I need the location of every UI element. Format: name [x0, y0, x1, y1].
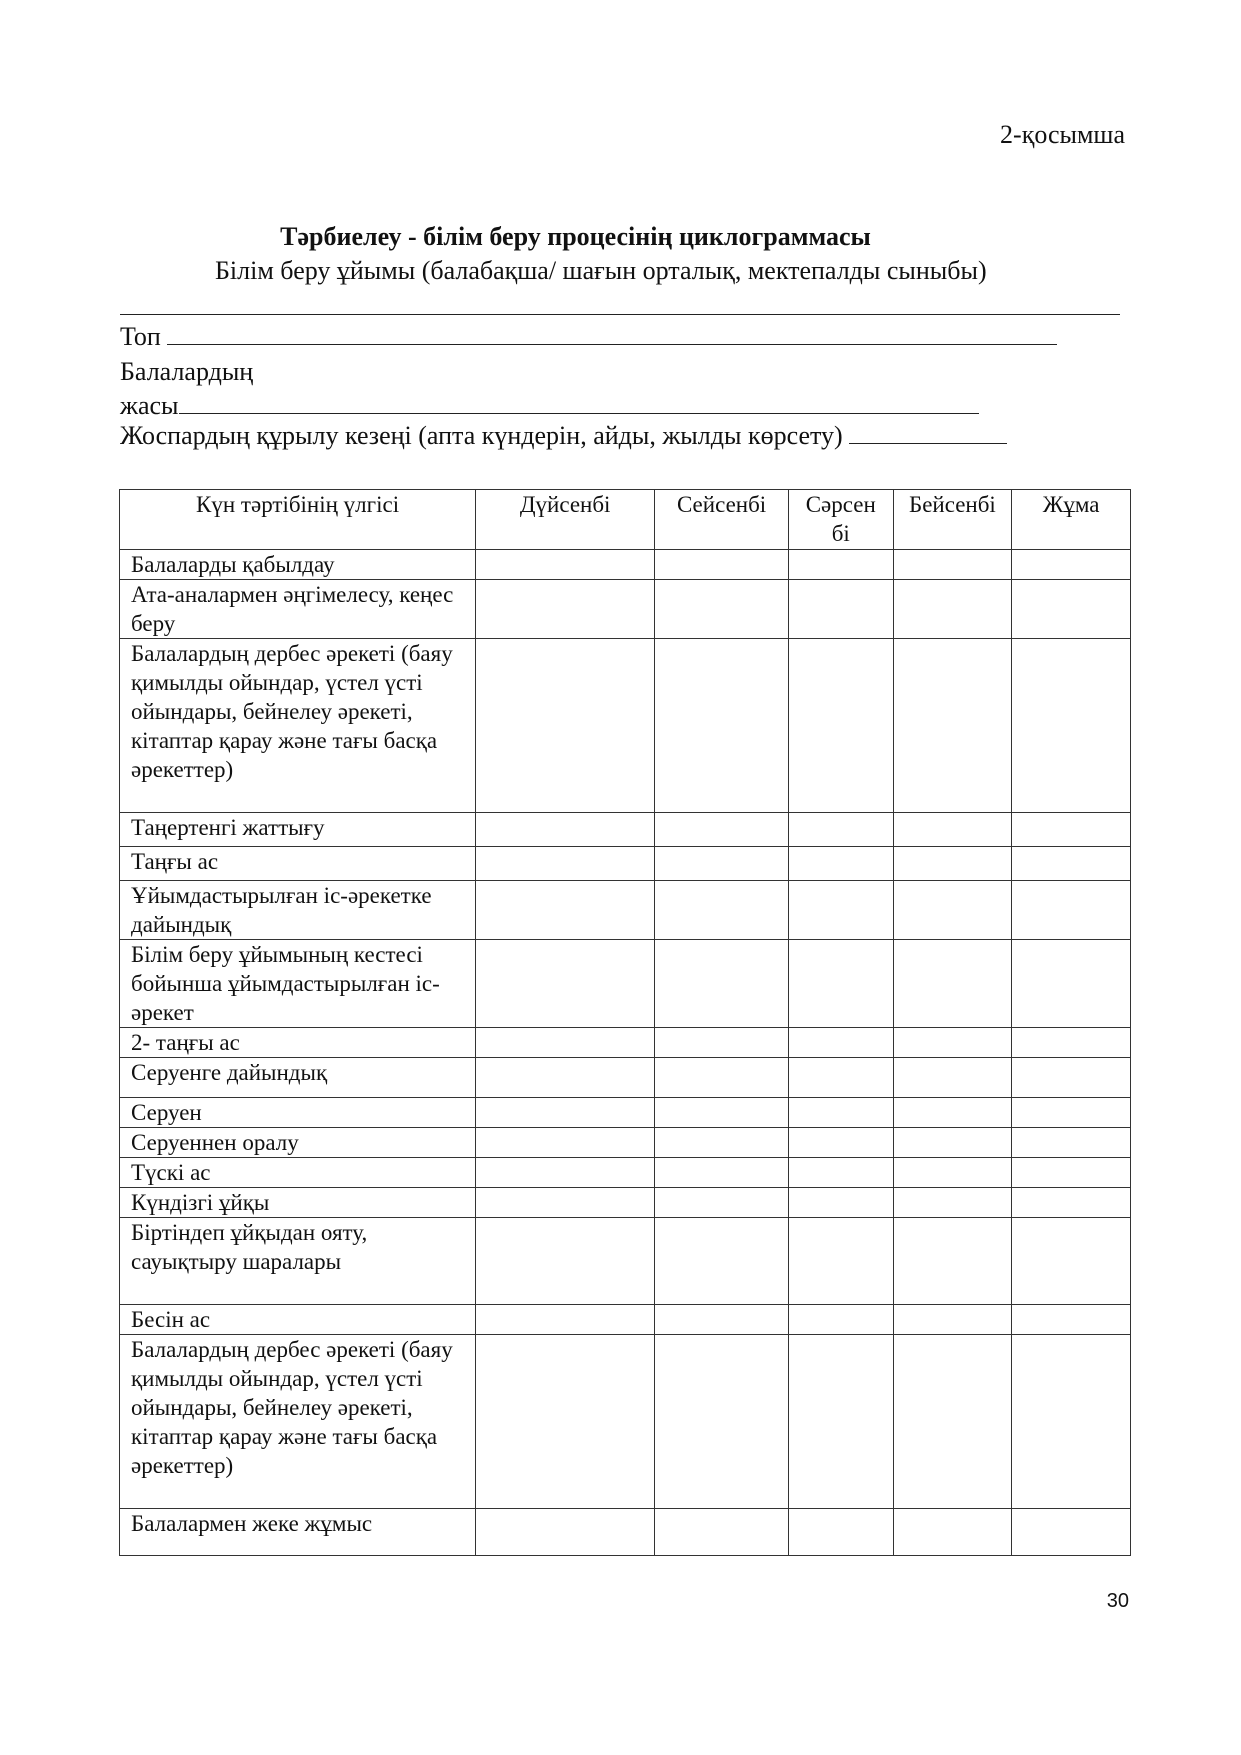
table-row: [120, 1128, 1131, 1158]
plan-cell-thursday[interactable]: [893, 580, 1012, 639]
plan-cell-friday[interactable]: [1012, 639, 1131, 813]
table-row: [120, 847, 1131, 881]
plan-cell-thursday[interactable]: [893, 813, 1012, 847]
plan-cell-friday[interactable]: [1012, 1158, 1131, 1188]
plan-cell-thursday[interactable]: [893, 940, 1012, 1028]
plan-cell-friday[interactable]: [1012, 1305, 1131, 1335]
group-label: Топ: [120, 322, 161, 351]
plan-cell-wednesday[interactable]: [788, 1028, 893, 1058]
plan-cell-wednesday[interactable]: [788, 639, 893, 813]
table-header-row: [120, 490, 1131, 550]
plan-cell-thursday[interactable]: [893, 1188, 1012, 1218]
plan-cell-friday[interactable]: [1012, 881, 1131, 940]
activity-cell: Түскі ас: [120, 1158, 476, 1188]
table-row: [120, 1305, 1131, 1335]
plan-cell-tuesday[interactable]: [655, 1188, 789, 1218]
table-row: [120, 1058, 1131, 1098]
activity-cell: Серуен: [120, 1098, 476, 1128]
plan-cell-wednesday[interactable]: [788, 1188, 893, 1218]
annex-label: 2-қосымша: [1000, 120, 1125, 149]
activity-cell: Таңертенгі жаттығу: [120, 813, 476, 847]
plan-cell-monday[interactable]: [476, 1058, 655, 1098]
table-row: [120, 639, 1131, 813]
document-title: [0, 222, 1241, 252]
table-row: [120, 1098, 1131, 1128]
plan-cell-wednesday[interactable]: [788, 1305, 893, 1335]
plan-cell-wednesday[interactable]: [788, 550, 893, 580]
plan-cell-thursday[interactable]: [893, 1128, 1012, 1158]
plan-cell-monday[interactable]: [476, 1188, 655, 1218]
plan-cell-tuesday[interactable]: [655, 1305, 789, 1335]
plan-cell-thursday[interactable]: [893, 1058, 1012, 1098]
plan-cell-tuesday[interactable]: [655, 847, 789, 881]
period-label: Жоспардың құрылу кезеңі (апта күндерін, айды, жылды көрсету): [120, 421, 843, 450]
plan-cell-monday[interactable]: [476, 1305, 655, 1335]
plan-cell-monday[interactable]: [476, 1028, 655, 1058]
table-row: [120, 1335, 1131, 1509]
activity-cell: Біртіндеп ұйқыдан ояту, сауықтыру шаралары: [120, 1218, 476, 1305]
header-tuesday: Сейсенбі: [655, 490, 789, 550]
plan-cell-friday[interactable]: [1012, 1218, 1131, 1305]
plan-cell-monday[interactable]: [476, 940, 655, 1028]
plan-cell-wednesday[interactable]: [788, 1218, 893, 1305]
activity-cell: Серуенге дайындық: [120, 1058, 476, 1098]
plan-cell-wednesday[interactable]: [788, 881, 893, 940]
plan-cell-wednesday[interactable]: [788, 580, 893, 639]
plan-cell-friday[interactable]: [1012, 580, 1131, 639]
plan-cell-friday[interactable]: [1012, 1335, 1131, 1509]
activity-cell: Балалардың дербес әрекеті (баяу қимылды ойындар, үстел үсті ойындары, бейнелеу әрекеті, кітаптар қарау және тағы басқа әрекеттер): [120, 1335, 476, 1509]
plan-cell-tuesday[interactable]: [655, 940, 789, 1028]
plan-cell-friday[interactable]: [1012, 550, 1131, 580]
plan-cell-thursday[interactable]: [893, 1218, 1012, 1305]
plan-cell-monday[interactable]: [476, 1098, 655, 1128]
plan-cell-thursday[interactable]: [893, 1335, 1012, 1509]
plan-cell-wednesday[interactable]: [788, 1509, 893, 1556]
plan-cell-monday[interactable]: [476, 639, 655, 813]
activity-cell: Таңғы ас: [120, 847, 476, 881]
activity-cell: Бесін ас: [120, 1305, 476, 1335]
age-label-line1: Балалардың: [120, 357, 254, 386]
header-friday: Жұма: [1012, 490, 1131, 550]
plan-cell-friday[interactable]: [1012, 1058, 1131, 1098]
plan-cell-monday[interactable]: [476, 1218, 655, 1305]
page-number: 30: [1106, 1590, 1129, 1612]
cyclogram-table: [119, 489, 1131, 1556]
plan-cell-wednesday[interactable]: [788, 1128, 893, 1158]
activity-cell: Серуеннен оралу: [120, 1128, 476, 1158]
plan-cell-tuesday[interactable]: [655, 813, 789, 847]
plan-cell-friday[interactable]: [1012, 1098, 1131, 1128]
table-row: [120, 1509, 1131, 1556]
plan-cell-thursday[interactable]: [893, 881, 1012, 940]
document-subtitle: Білім беру ұйымы (балабақша/ шағын орталық, мектепалды сыныбы): [215, 256, 987, 285]
plan-cell-wednesday[interactable]: [788, 847, 893, 881]
plan-cell-tuesday[interactable]: [655, 1509, 789, 1556]
plan-cell-thursday[interactable]: [893, 1305, 1012, 1335]
plan-cell-wednesday[interactable]: [788, 1058, 893, 1098]
plan-cell-monday[interactable]: [476, 580, 655, 639]
plan-cell-thursday[interactable]: [893, 1098, 1012, 1128]
age-field: [120, 391, 979, 421]
plan-cell-friday[interactable]: [1012, 1128, 1131, 1158]
plan-cell-friday[interactable]: [1012, 1188, 1131, 1218]
plan-cell-monday[interactable]: [476, 550, 655, 580]
plan-cell-thursday[interactable]: [893, 1028, 1012, 1058]
plan-cell-thursday[interactable]: [893, 1158, 1012, 1188]
plan-cell-thursday[interactable]: [893, 847, 1012, 881]
period-field: [120, 421, 1007, 451]
plan-cell-tuesday[interactable]: [655, 1058, 789, 1098]
table-row: [120, 881, 1131, 940]
table-row: [120, 1028, 1131, 1058]
plan-cell-friday[interactable]: [1012, 813, 1131, 847]
plan-cell-friday[interactable]: [1012, 1509, 1131, 1556]
activity-cell: 2- таңғы ас: [120, 1028, 476, 1058]
table-row: [120, 1188, 1131, 1218]
organization-blank-line[interactable]: [120, 314, 1120, 315]
period-blank[interactable]: [849, 421, 1007, 444]
plan-cell-thursday[interactable]: [893, 639, 1012, 813]
plan-cell-thursday[interactable]: [893, 1509, 1012, 1556]
plan-cell-friday[interactable]: [1012, 847, 1131, 881]
plan-cell-tuesday[interactable]: [655, 1158, 789, 1188]
plan-cell-friday[interactable]: [1012, 1028, 1131, 1058]
group-blank[interactable]: [167, 322, 1057, 345]
table-row: [120, 813, 1131, 847]
table-row: [120, 940, 1131, 1028]
plan-cell-tuesday[interactable]: [655, 881, 789, 940]
activity-cell: Ата-аналармен әңгімелесу, кеңес беру: [120, 580, 476, 639]
document-title-text: Тәрбиелеу - білім беру процесінің циклограммасы: [280, 222, 871, 251]
plan-cell-monday[interactable]: [476, 847, 655, 881]
header-thursday: Бейсенбі: [893, 490, 1012, 550]
header-wednesday: Сәрсен бі: [788, 490, 893, 550]
plan-cell-monday[interactable]: [476, 1128, 655, 1158]
plan-cell-monday[interactable]: [476, 1509, 655, 1556]
header-monday: Дүйсенбі: [476, 490, 655, 550]
plan-cell-tuesday[interactable]: [655, 580, 789, 639]
table-row: [120, 1218, 1131, 1305]
activity-cell: Балалардың дербес әрекеті (баяу қимылды ойындар, үстел үсті ойындары, бейнелеу әрекеті, кітаптар қарау және тағы басқа әрекеттер): [120, 639, 476, 813]
plan-cell-wednesday[interactable]: [788, 1098, 893, 1128]
plan-cell-thursday[interactable]: [893, 550, 1012, 580]
plan-cell-wednesday[interactable]: [788, 813, 893, 847]
table-row: [120, 580, 1131, 639]
table-row: [120, 550, 1131, 580]
activity-cell: Балаларды қабылдау: [120, 550, 476, 580]
plan-cell-tuesday[interactable]: [655, 1335, 789, 1509]
group-field: [120, 322, 1057, 352]
age-label: жасы: [120, 391, 179, 420]
plan-cell-monday[interactable]: [476, 813, 655, 847]
plan-cell-wednesday[interactable]: [788, 1158, 893, 1188]
plan-cell-monday[interactable]: [476, 881, 655, 940]
plan-cell-friday[interactable]: [1012, 940, 1131, 1028]
activity-cell: Балалармен жеке жұмыс: [120, 1509, 476, 1556]
plan-cell-tuesday[interactable]: [655, 1028, 789, 1058]
plan-cell-tuesday[interactable]: [655, 1218, 789, 1305]
activity-cell: Күндізгі ұйқы: [120, 1188, 476, 1218]
plan-cell-monday[interactable]: [476, 1158, 655, 1188]
plan-cell-tuesday[interactable]: [655, 550, 789, 580]
plan-cell-wednesday[interactable]: [788, 1335, 893, 1509]
plan-cell-tuesday[interactable]: [655, 1098, 789, 1128]
age-blank[interactable]: [179, 391, 979, 414]
activity-cell: Білім беру ұйымының кестесі бойынша ұйымдастырылған іс-әрекет: [120, 940, 476, 1028]
plan-cell-wednesday[interactable]: [788, 940, 893, 1028]
plan-cell-tuesday[interactable]: [655, 1128, 789, 1158]
header-schedule: Күн тәртібінің үлгісі: [120, 490, 476, 550]
table-row: [120, 1158, 1131, 1188]
activity-cell: Ұйымдастырылған іс-әрекетке дайындық: [120, 881, 476, 940]
plan-cell-tuesday[interactable]: [655, 639, 789, 813]
plan-cell-monday[interactable]: [476, 1335, 655, 1509]
